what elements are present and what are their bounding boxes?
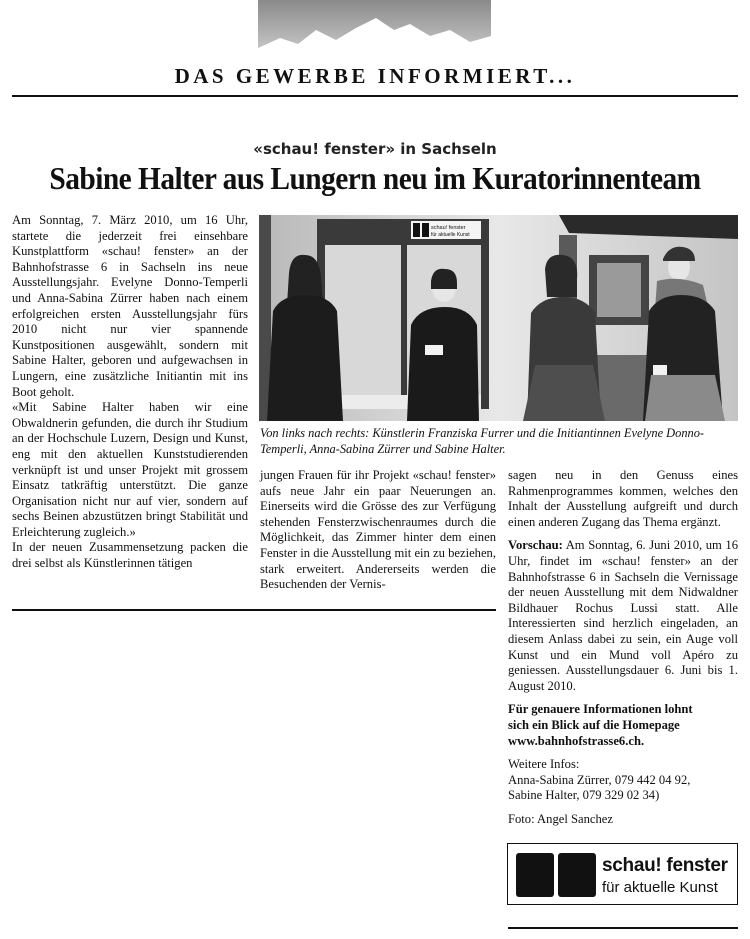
header-divider (12, 95, 738, 97)
article-paragraph: jungen Frauen für ihr Projekt «schau! fenster» aufs neue Jahr ein paar Neuerungen an. Einerseits wird die Grösse des zur Verfügung stehenden Fensterzwischenraumes durch die Möglichkeit, das Zimmer hinter dem einen Fenster in die Ausstellung mit ein zu beziehen, stark erweitert. Andererseits werden die Besuchenden der Vernis- (260, 468, 496, 592)
article-paragraph: In der neuen Zusammensetzung packen die drei selbst als Künstlerinnen tätigen (12, 540, 248, 571)
contact-line: Sabine Halter, 079 329 02 34) (508, 788, 660, 803)
section-header-title: DAS GEWERBE INFORMIERT... (174, 64, 576, 88)
photo-credit: Foto: Angel Sanchez (508, 811, 613, 826)
homepage-info (508, 702, 738, 749)
article-column-1 (12, 213, 248, 572)
contact-line: Anna-Sabina Zürrer, 079 442 04 92, (508, 772, 691, 787)
vorschau-paragraph (508, 538, 738, 694)
photo-caption: Von links nach rechts: Künstlerin Franziska Furrer und die Initiantinnen Evelyne Donno-Temperli, Anna-Sabina Zürrer und Sabine Halter. (260, 426, 705, 456)
contact-title: Weitere Infos: (508, 757, 580, 772)
homepage-info-line: Für genauere Informationen lohnt (508, 702, 693, 717)
schau-fenster-logo (507, 843, 738, 905)
header-mountain-graphic (258, 0, 491, 64)
article-column-2 (260, 468, 496, 593)
window-sign-subtext: für aktuelle Kunst (431, 232, 470, 238)
logo-subtitle: für aktuelle Kunst (602, 879, 718, 896)
logo-square-icon (516, 853, 554, 897)
vorschau-label: Vorschau: (508, 538, 563, 553)
homepage-info-line: sich ein Blick auf die Homepage (508, 717, 680, 732)
contact-info (508, 757, 738, 804)
article-kicker: «schau! fenster» in Sachseln (253, 140, 497, 158)
bottom-divider (508, 927, 738, 929)
article-column-3 (508, 468, 738, 827)
vorschau-text: Am Sonntag, 6. Juni 2010, um 16 Uhr, findet im «schau! fenster» an der Bahnhofstrasse 6 in Sachseln die Vernissage der neuen Ausstellung mit dem Nidwaldner Bildhauer Rochus Lussi statt. Alle Interessierten sind herzlich eingeladen, an diesem Anlass dabei zu sein, ein Auge voll Kunst und ein Mund voll Apéro zu geniessen. Ausstellungsdauer 6. Juni bis 1. August 2010. (508, 538, 738, 693)
logo-square-icon (558, 853, 596, 897)
article-paragraph: «Mit Sabine Halter haben wir eine Obwaldnerin gefunden, die durch ihr Studium an der Hochschule Luzern, Design und Kunst, eng mit den aktuellen Kunststudierenden verknüpft ist und unser Projekt mit grossem Einsatz tatkräftig unterstützt. Die ganze Organisation nicht nur auf vier, sondern auf sechs Beinen abzustützen bringt Stabilität und Erleichterung zugleich.» (12, 400, 248, 539)
logo-title: schau! fenster (602, 855, 728, 876)
window-sign-text: schau! fenster (431, 225, 466, 231)
homepage-url: www.bahnhofstrasse6.ch. (508, 733, 645, 748)
article-photo (259, 215, 738, 421)
article-paragraph: Am Sonntag, 7. März 2010, um 16 Uhr, startete die jederzeit frei einsehbare Kunstplattform «schau! fenster» an der Bahnhofstrasse 6 in Sachseln ins neue Ausstellungsjahr. Evelyne Donno-Temperli und Anna-Sabina Zürrer haben nach einem erfolgreichen ersten Ausstellungsjahr fürs 2010 nicht nur vier spannende Kunstpositionen ausgewählt, sondern mit Sabine Halter, geboren und aufgewachsen in Lungern, eine zusätzliche Initiantin mit ins Boot geholt. (12, 213, 248, 399)
article-paragraph: sagen neu in den Genuss eines Rahmenprogrammes kommen, welches den Inhalt der Ausstellung aufgreift und durch einen anderen Zugang das Thema ergänzt. (508, 468, 738, 529)
column-divider (12, 609, 496, 611)
article-headline: Sabine Halter aus Lungern neu im Kuratorinnenteam (49, 160, 701, 196)
